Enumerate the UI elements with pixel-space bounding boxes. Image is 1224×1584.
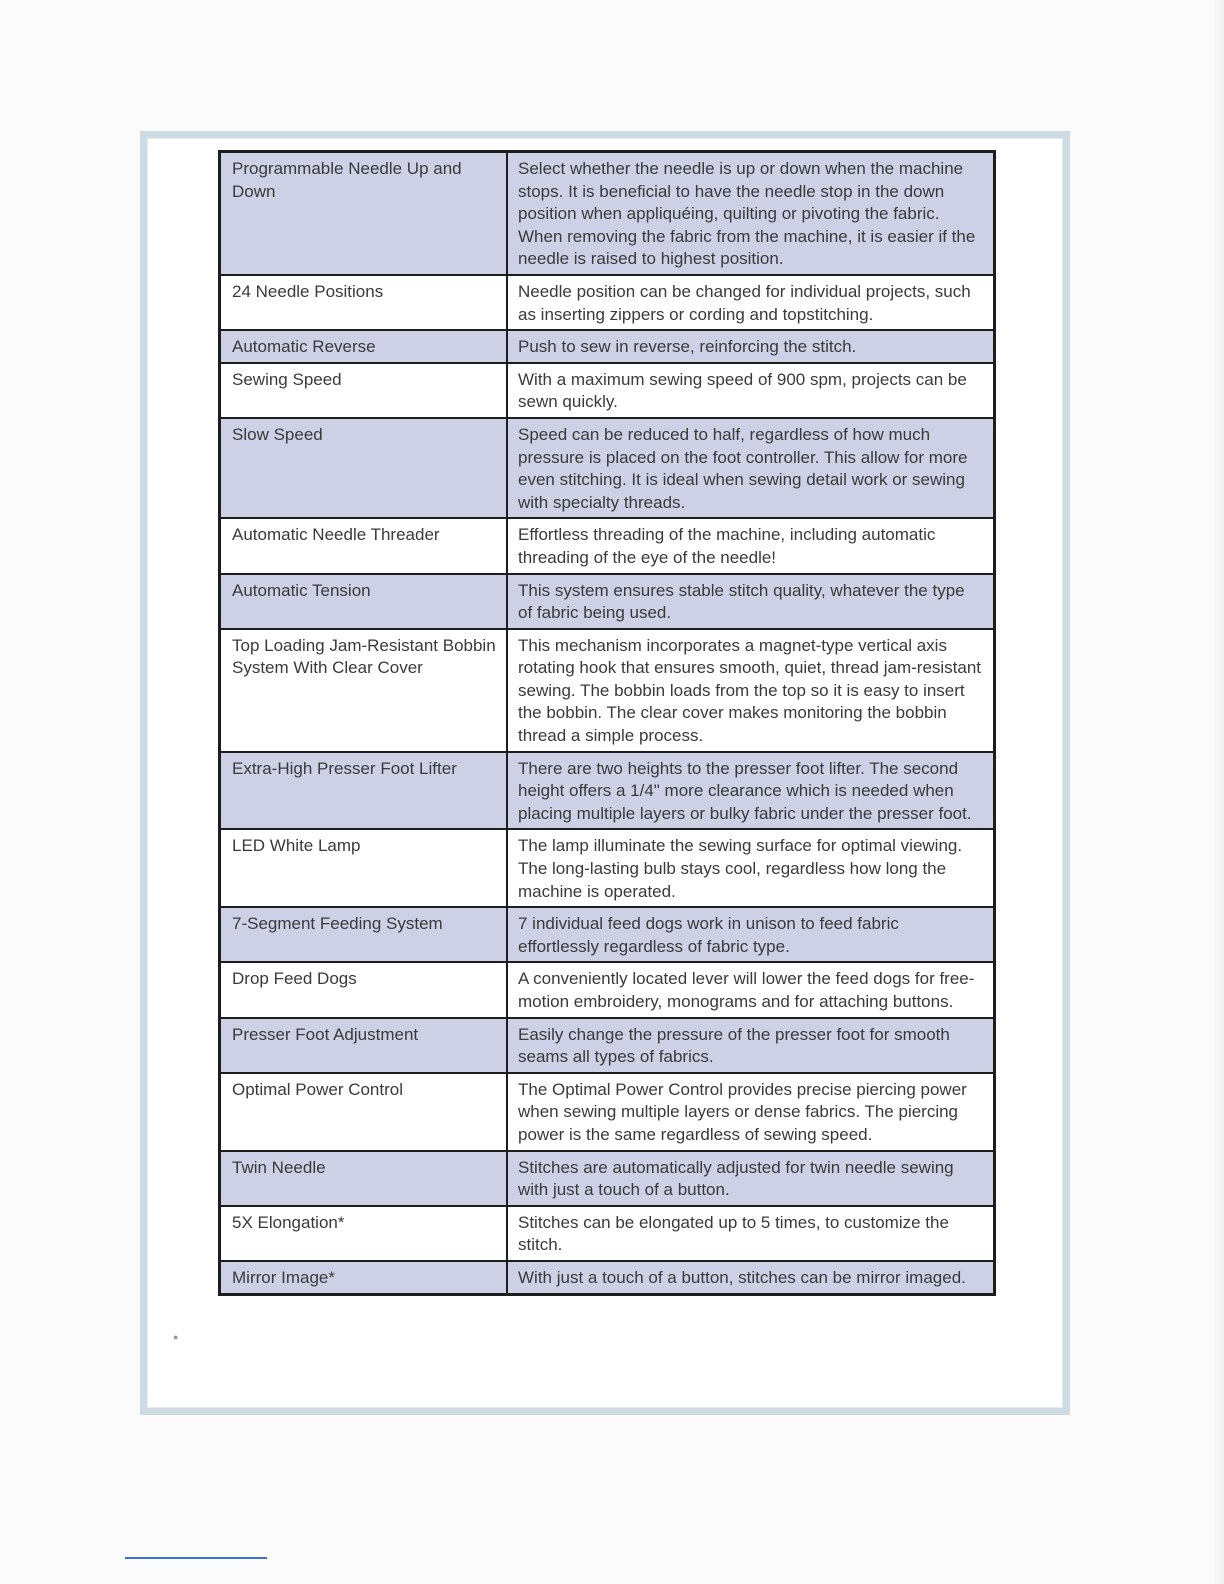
feature-name: Twin Needle (220, 1151, 508, 1206)
spec-row (220, 1206, 995, 1261)
feature-description: This mechanism incorporates a magnet-type vertical axis rotating hook that ensures smooth, quiet, thread jam-resistant sewing. The bobbin loads from the top so it is easy to insert the bobbin. The clear cover makes monitoring the bobbin thread a simple process. (507, 629, 995, 752)
spec-table-body (220, 152, 995, 1295)
feature-name: Top Loading Jam-Resistant Bobbin System With Clear Cover (220, 629, 508, 752)
feature-description: Select whether the needle is up or down when the machine stops. It is beneficial to have the needle stop in the down position when appliquéing, quilting or pivoting the fabric. When removing the fabric from the machine, it is easier if the needle is raised to highest position. (507, 152, 995, 275)
spec-row (220, 330, 995, 363)
feature-description: The lamp illuminate the sewing surface for optimal viewing. The long-lasting bulb stays cool, regardless how long the machine is operated. (507, 829, 995, 907)
page-edge (1214, 0, 1224, 1584)
spec-row (220, 1151, 995, 1206)
feature-name: Programmable Needle Up and Down (220, 152, 508, 275)
spec-row (220, 518, 995, 573)
feature-description: Easily change the pressure of the presser foot for smooth seams all types of fabrics. (507, 1018, 995, 1073)
spec-row (220, 363, 995, 418)
spec-row (220, 752, 995, 830)
feature-name: Extra-High Presser Foot Lifter (220, 752, 508, 830)
spec-row (220, 829, 995, 907)
spec-row (220, 907, 995, 962)
feature-description: Push to sew in reverse, reinforcing the stitch. (507, 330, 995, 363)
feature-name: Mirror Image* (220, 1261, 508, 1294)
feature-name: 5X Elongation* (220, 1206, 508, 1261)
feature-spec-table (218, 150, 996, 1296)
feature-name: Optimal Power Control (220, 1073, 508, 1151)
feature-description: With a maximum sewing speed of 900 spm, projects can be sewn quickly. (507, 363, 995, 418)
feature-name: Sewing Speed (220, 363, 508, 418)
scan-link-underline (125, 1557, 267, 1559)
feature-name: Automatic Needle Threader (220, 518, 508, 573)
feature-name: 24 Needle Positions (220, 275, 508, 330)
spec-row (220, 574, 995, 629)
feature-description: 7 individual feed dogs work in unison to feed fabric effortlessly regardless of fabric type. (507, 907, 995, 962)
feature-description: Effortless threading of the machine, including automatic threading of the eye of the needle! (507, 518, 995, 573)
spec-row (220, 418, 995, 518)
feature-description: Speed can be reduced to half, regardless of how much pressure is placed on the foot controller. This allow for more even stitching. It is ideal when sewing detail work or sewing with specialty threads. (507, 418, 995, 518)
feature-name: Automatic Tension (220, 574, 508, 629)
feature-description: Stitches are automatically adjusted for twin needle sewing with just a touch of a button. (507, 1151, 995, 1206)
feature-name: 7-Segment Feeding System (220, 907, 508, 962)
feature-name: LED White Lamp (220, 829, 508, 907)
spec-row (220, 275, 995, 330)
spec-row (220, 152, 995, 275)
spec-row (220, 1018, 995, 1073)
feature-description: There are two heights to the presser foot lifter. The second height offers a 1/4" more clearance which is needed when placing multiple layers or bulky fabric under the presser foot. (507, 752, 995, 830)
feature-description: The Optimal Power Control provides precise piercing power when sewing multiple layers or dense fabrics. The piercing power is the same regardless of sewing speed. (507, 1073, 995, 1151)
feature-description: Needle position can be changed for individual projects, such as inserting zippers or cording and topstitching. (507, 275, 995, 330)
feature-name: Presser Foot Adjustment (220, 1018, 508, 1073)
feature-description: This system ensures stable stitch quality, whatever the type of fabric being used. (507, 574, 995, 629)
spec-row (220, 1073, 995, 1151)
spec-row (220, 629, 995, 752)
scan-speck: ● (173, 1332, 179, 1342)
spec-row (220, 1261, 995, 1294)
spec-row (220, 962, 995, 1017)
feature-name: Drop Feed Dogs (220, 962, 508, 1017)
feature-name: Slow Speed (220, 418, 508, 518)
feature-description: With just a touch of a button, stitches can be mirror imaged. (507, 1261, 995, 1294)
feature-name: Automatic Reverse (220, 330, 508, 363)
feature-description: Stitches can be elongated up to 5 times, to customize the stitch. (507, 1206, 995, 1261)
feature-description: A conveniently located lever will lower the feed dogs for free-motion embroidery, monograms and for attaching buttons. (507, 962, 995, 1017)
